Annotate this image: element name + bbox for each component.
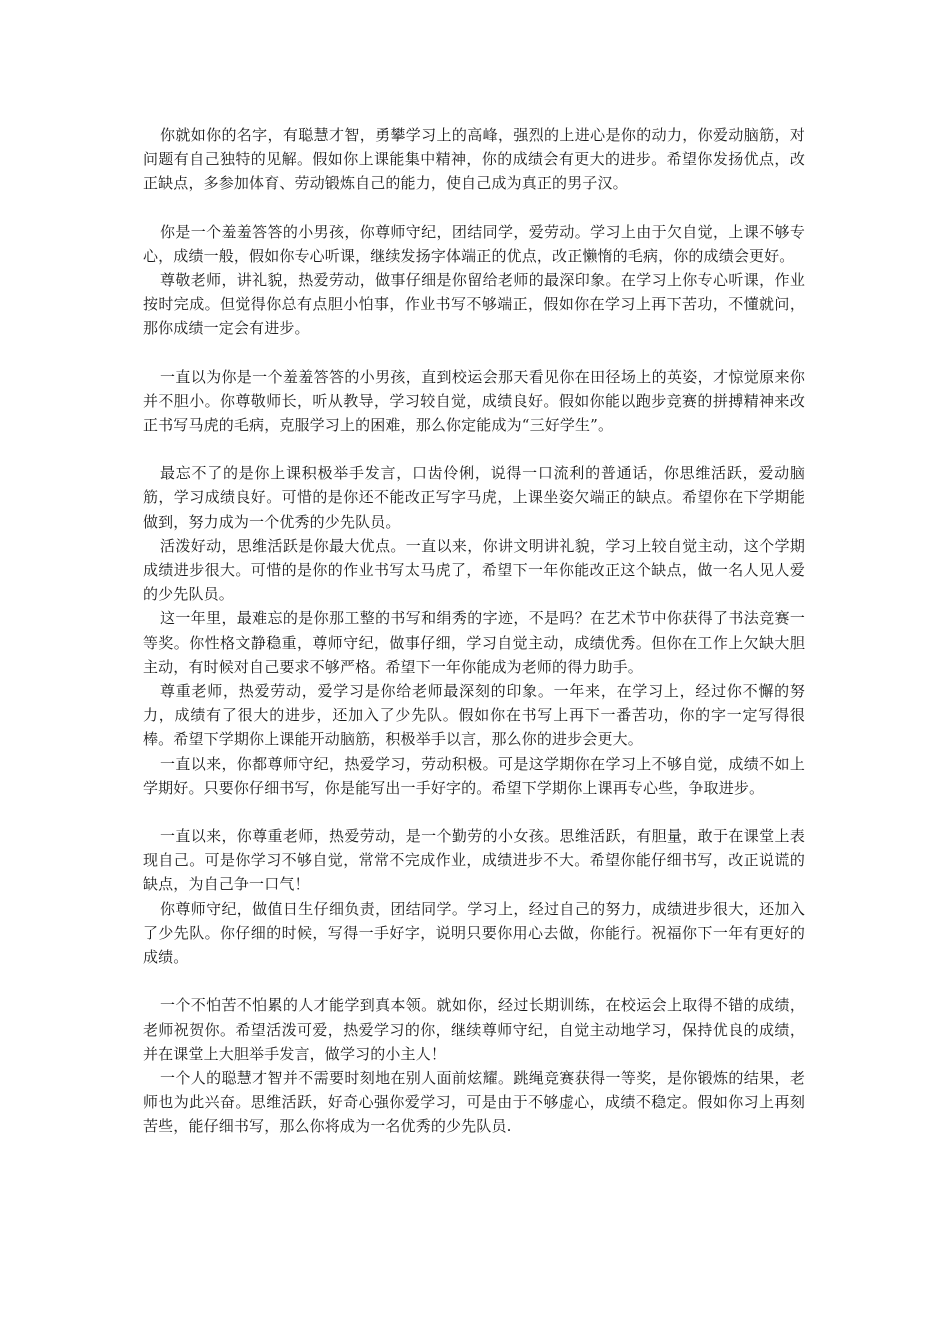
comment-paragraph-4: 一直以为你是一个羞羞答答的小男孩，直到校运会那天看见你在田径场上的英姿，才惊觉原来你并不胆小。你尊敬师长，听从教导，学习较自觉，成绩良好。假如你能以跑步竞赛的拼搏精神来改正书写马虎的毛病，克服学习上的困难，那么你定能成为“三好学生”。 xyxy=(143,367,805,435)
paragraph-gap xyxy=(143,196,805,220)
comment-paragraph-2: 你是一个羞羞答答的小男孩，你尊师守纪，团结同学，爱劳动。学习上由于欠自觉，上课不够专心，成绩一般，假如你专心听课，继续发扬字体端正的优点，改正懒惰的毛病，你的成绩会更好。 xyxy=(143,222,805,265)
comment-paragraph-7: 这一年里，最难忘的是你那工整的书写和绢秀的字迹，不是吗？在艺术节中你获得了书法竞赛一等奖。你性格文静稳重，尊师守纪，做事仔细，学习自觉主动，成绩优秀。但你在工作上欠缺大胆主动，有时候对自己要求不够严格。希望下一年你能成为老师的得力助手。 xyxy=(143,609,805,676)
comment-paragraph-11: 你尊师守纪，做值日生仔细负责，团结同学。学习上，经过自己的努力，成绩进步很大，还加入了少先队。你仔细的时候，写得一手好字，说明只要你用心去做，你能行。祝福你下一年有更好的成绩。 xyxy=(143,899,805,967)
document-body xyxy=(143,123,805,1139)
comment-paragraph-13: 一个人的聪慧才智并不需要时刻地在别人面前炫耀。跳绳竞赛获得一等奖，是你锻炼的结果，老师也为此兴奋。思维活跃，好奇心强你爱学习，可是由于不够虚心，成绩不稳定。假如你习上再刻苦些，能仔细书写，那么你将成为一名优秀的少先队员. xyxy=(143,1068,805,1136)
comment-paragraph-6: 活泼好动，思维活跃是你最大优点。一直以来，你讲文明讲礼貌，学习上较自觉主动，这个学期成绩进步很大。可惜的是你的作业书写太马虎了，希望下一年你能改正这个缺点，做一名人见人爱的少先队员。 xyxy=(143,536,805,604)
paragraph-gap xyxy=(143,341,805,365)
comment-paragraph-12: 一个不怕苦不怕累的人才能学到真本领。就如你，经过长期训练，在校运会上取得不错的成绩，老师祝贺你。希望活泼可爱，热爱学习的你，继续尊师守纪，自觉主动地学习，保持优良的成绩，并在课堂上大胆举手发言，做学习的小主人！ xyxy=(143,996,805,1063)
comment-paragraph-8: 尊重老师，热爱劳动，爱学习是你给老师最深刻的印象。一年来，在学习上，经过你不懈的努力，成绩有了很大的进步，还加入了少先队。假如你在书写上再下一番苦功，你的字一定写得很棒。希望下学期你上课能开动脑筋，积极举手以言，那么你的进步会更大。 xyxy=(143,682,805,749)
paragraph-gap xyxy=(143,969,805,993)
comment-paragraph-10: 一直以来，你尊重老师，热爱劳动，是一个勤劳的小女孩。思维活跃，有胆量，敢于在课堂上表现自己。可是你学习不够自觉，常常不完成作业，成绩进步不大。希望你能仔细书写，改正说谎的缺点，为自己争一口气！ xyxy=(143,827,805,894)
paragraph-gap xyxy=(143,437,805,461)
comment-paragraph-5: 最忘不了的是你上课积极举手发言，口齿伶俐，说得一口流利的普通话，你思维活跃，爱动脑筋，学习成绩良好。可惜的是你还不能改正写字马虎，上课坐姿欠端正的缺点。希望你在下学期能做到，努力成为一个优秀的少先队员。 xyxy=(143,464,805,531)
paragraph-gap xyxy=(143,800,805,824)
comment-paragraph-9: 一直以来，你都尊师守纪，热爱学习，劳动积极。可是这学期你在学习上不够自觉，成绩不如上学期好。只要你仔细书写，你是能写出一手好字的。希望下学期你上课再专心些，争取进步。 xyxy=(143,754,805,797)
comment-paragraph-3: 尊敬老师，讲礼貌，热爱劳动，做事仔细是你留给老师的最深印象。在学习上你专心听课，作业按时完成。但觉得你总有点胆小怕事，作业书写不够端正，假如你在学习上再下苦功，不懂就问，那你成绩一定会有进步。 xyxy=(143,271,805,338)
comment-paragraph-1: 你就如你的名字，有聪慧才智，勇攀学习上的高峰，强烈的上进心是你的动力，你爱动脑筋，对问题有自己独特的见解。假如你上课能集中精神，你的成绩会有更大的进步。希望你发扬优点，改正缺点，多参加体育、劳动锻炼自己的能力，使自己成为真正的男子汉。 xyxy=(143,126,805,193)
